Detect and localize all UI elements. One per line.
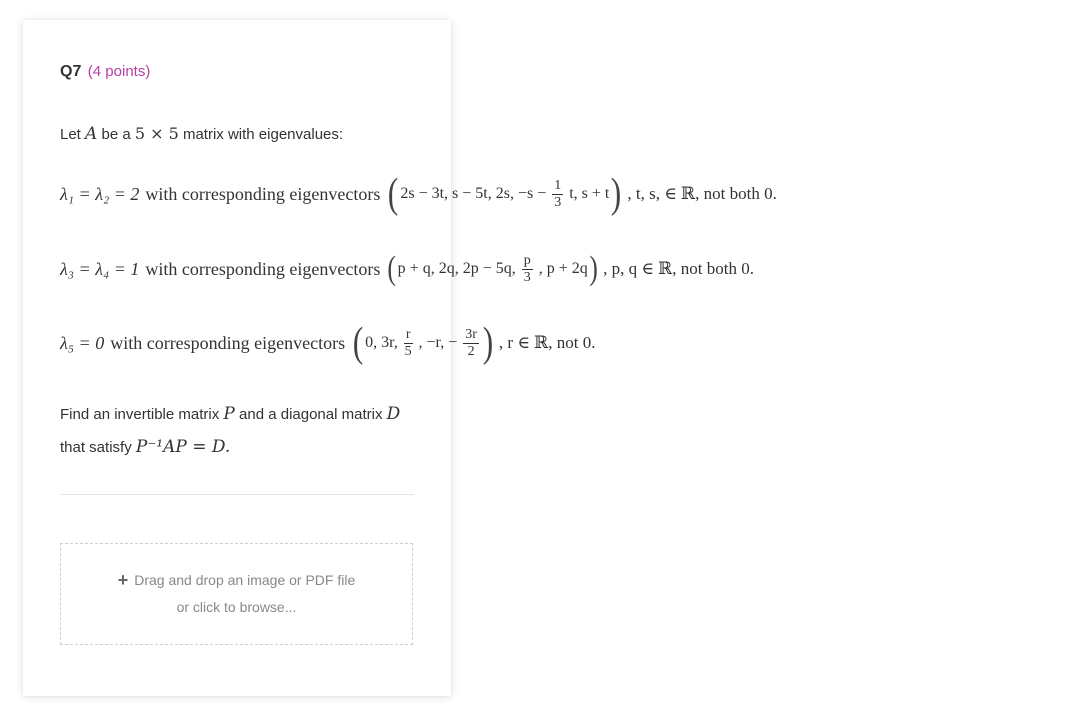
eigen-text: with corresponding eigenvectors — [145, 258, 381, 279]
right-paren: ) — [589, 250, 598, 287]
vector-part: 2s − 3t, s − 5t, 2s, −s − — [400, 184, 547, 202]
task-text-2: and a diagonal matrix — [239, 406, 383, 423]
eigen-line-1 — [60, 173, 777, 215]
fraction-denominator: 2 — [467, 343, 475, 359]
left-paren: ( — [387, 250, 397, 287]
vector-part: p + q, 2q, 2p − 5q, — [397, 259, 516, 277]
task-text-3: that satisfy — [60, 439, 132, 456]
fraction-numerator: 3r — [465, 326, 477, 342]
right-paren: ) — [482, 320, 494, 366]
eigen-condition: , p, q ∈ ℝ, not both 0. — [603, 259, 754, 278]
left-paren: ( — [352, 320, 364, 366]
fraction-denominator: 5 — [404, 343, 412, 359]
upload-line-1 — [61, 570, 412, 591]
fraction-numerator: p — [523, 252, 531, 268]
fraction — [552, 179, 563, 210]
vector-part: 0, 3r, — [365, 333, 398, 351]
vector-part: , p + 2q — [538, 259, 588, 277]
fraction — [404, 328, 413, 359]
eigen-text: with corresponding eigenvectors — [145, 183, 381, 204]
eigenvalue-lhs: λ₁ = λ₂ = 2 — [60, 183, 140, 204]
question-intro — [60, 124, 343, 144]
task-formula: P⁻¹AP = D. — [135, 437, 231, 457]
eigen-line-3 — [60, 322, 596, 364]
divider — [60, 494, 414, 495]
matrix-p-symbol: P — [223, 404, 235, 424]
fraction — [522, 254, 533, 285]
fraction-numerator: r — [405, 326, 411, 342]
matrix-a-symbol: A — [85, 124, 98, 144]
question-number: Q7 — [60, 63, 82, 80]
fraction — [463, 328, 479, 359]
task-text-1: Find an invertible matrix — [60, 406, 220, 423]
eigen-condition: , r ∈ ℝ, not 0. — [498, 333, 596, 352]
matrix-dimension: 5 × 5 — [134, 124, 179, 143]
eigenvalue-lhs: λ₃ = λ₄ = 1 — [60, 258, 140, 279]
upload-instructions: Drag and drop an image or PDF file — [134, 572, 356, 588]
intro-text-2: be a — [101, 126, 131, 143]
plus-icon: + — [117, 570, 129, 590]
intro-text-1: Let — [60, 126, 81, 143]
eigenvector — [365, 328, 481, 359]
file-upload-dropzone[interactable] — [60, 543, 413, 645]
vector-part: t, s + t — [569, 184, 610, 202]
eigenvalue-lhs: λ₅ = 0 — [60, 332, 105, 353]
matrix-d-symbol: D — [386, 404, 401, 424]
question-task — [60, 398, 420, 464]
eigen-condition: , t, s, ∈ ℝ, not both 0. — [627, 184, 777, 203]
intro-text-3: matrix with eigenvalues: — [182, 126, 344, 143]
browse-link[interactable]: or click to browse... — [176, 599, 297, 615]
right-paren: ) — [611, 171, 622, 217]
left-paren: ( — [388, 171, 399, 217]
eigen-line-2 — [60, 252, 754, 286]
fraction-denominator: 3 — [554, 194, 562, 210]
fraction-denominator: 3 — [523, 269, 531, 285]
eigenvector — [400, 179, 609, 210]
eigenvector — [398, 254, 588, 285]
fraction-numerator: 1 — [554, 177, 562, 193]
question-points: (4 points) — [87, 63, 151, 80]
eigen-text: with corresponding eigenvectors — [110, 332, 346, 353]
vector-part: , −r, − — [418, 333, 458, 351]
question-header — [60, 63, 150, 81]
